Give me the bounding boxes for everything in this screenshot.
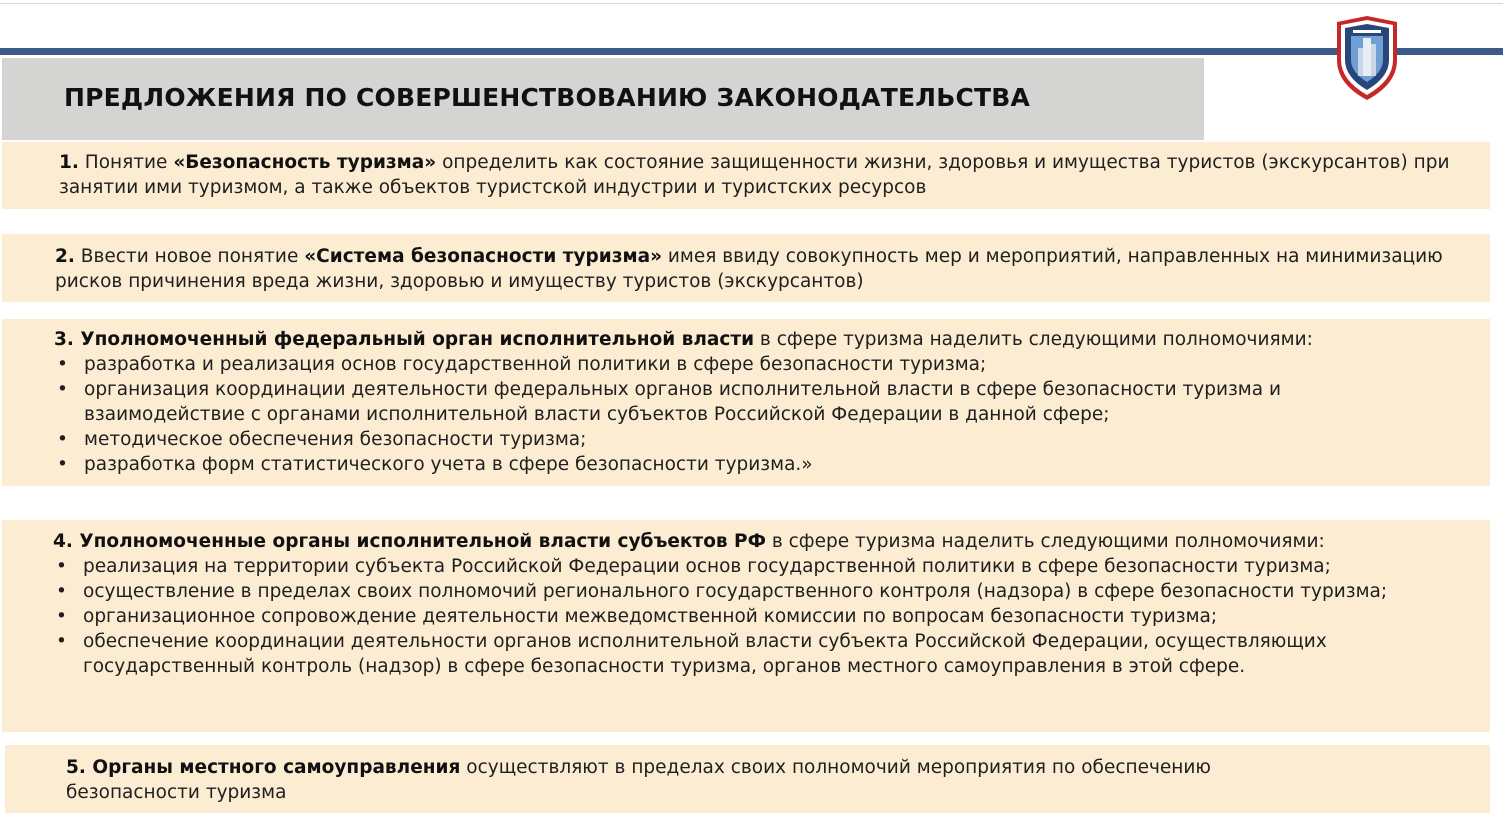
proposal-text-2 [55, 244, 1470, 294]
list-item: • реализация на территории субъекта Российской Федерации основ государственной политики в сфере безопасности туризма; [56, 556, 1331, 577]
list-item: • организационное сопровождение деятельности межведомственной комиссии по вопросам безопасности туризма; [56, 606, 1218, 627]
proposal-lead: Ввести новое понятие [74, 246, 305, 267]
proposal-text-5 [66, 755, 1270, 805]
bullet-icon: • [57, 379, 68, 400]
proposal-body: определить как состояние защищенности жизни, здоровья и имущества туристов (экскурсантов) при занятии ими туризмом, а также объектов туристской индустрии и туристских ресурсов [59, 152, 1450, 198]
page-title: ПРЕДЛОЖЕНИЯ ПО СОВЕРШЕНСТВОВАНИЮ ЗАКОНОДАТЕЛЬСТВА [64, 83, 1031, 112]
proposal-card-4 [2, 520, 1490, 732]
bullet-icon: • [57, 454, 68, 475]
proposal-term: Уполномоченный федеральный орган исполнительной власти [73, 329, 755, 350]
proposal-text-4 [53, 529, 1450, 554]
proposal-text-1 [59, 150, 1470, 200]
bullet-icon: • [57, 429, 68, 450]
list-item: • методическое обеспечения безопасности туризма; [57, 429, 587, 450]
header-blue-bar [0, 48, 1503, 55]
list-item: • обеспечение координации деятельности органов исполнительной власти субъекта Российской Федерации, осуществляющих государственный контроль (надзор) в сфере безопасности туризма, органов местного самоуправления в этой сфере. [56, 631, 1327, 677]
proposal-term: «Безопасность туризма» [173, 152, 437, 173]
proposal-card-3 [2, 319, 1490, 486]
proposal-number: 3. [54, 329, 74, 350]
proposal-number: 4. [53, 531, 73, 552]
proposal-term: Уполномоченные органы исполнительной власти субъектов РФ [72, 531, 766, 552]
list-item: • разработка форм статистического учета в сфере безопасности туризма.» [57, 454, 813, 475]
proposal-card-5 [5, 745, 1490, 813]
proposal-body: имея ввиду совокупность мер и мероприятий, направленных на минимизацию рисков причинения вреда жизни, здоровью и имуществу туристов (экскурсантов) [55, 246, 1443, 292]
proposal-number: 2. [55, 246, 75, 267]
powers-list-federal [54, 352, 1390, 477]
proposal-body: в сфере туризма наделить следующими полномочиями: [754, 329, 1313, 350]
bullet-icon: • [56, 606, 67, 627]
proposal-term: «Система безопасности туризма» [304, 246, 663, 267]
proposal-card-2 [2, 234, 1490, 302]
list-item: • организация координации деятельности федеральных органов исполнительной власти в сфере безопасности туризма и взаимодействие с органами исполнительной власти субъектов Российской Федерации в данной сфере; [57, 379, 1282, 425]
bullet-icon: • [57, 354, 68, 375]
proposal-card-1 [2, 142, 1490, 209]
proposal-body: в сфере туризма наделить следующими полномочиями: [765, 531, 1325, 552]
proposal-text-3 [54, 327, 1390, 352]
proposal-term: Органы местного самоуправления [85, 757, 461, 778]
proposal-number: 1. [59, 152, 79, 173]
shield-emblem-icon [1331, 14, 1403, 102]
proposal-body: осуществляют в пределах своих полномочий мероприятия по обеспечению безопасности туризма [66, 757, 1211, 803]
list-item: • разработка и реализация основ государственной политики в сфере безопасности туризма; [57, 354, 987, 375]
proposal-lead: Понятие [78, 152, 174, 173]
proposal-number: 5. [66, 757, 86, 778]
bullet-icon: • [56, 631, 67, 652]
bullet-icon: • [56, 581, 67, 602]
list-item: • осуществление в пределах своих полномочий регионального государственного контроля (надзора) в сфере безопасности туризма; [56, 581, 1388, 602]
top-divider [0, 3, 1503, 4]
bullet-icon: • [56, 556, 67, 577]
powers-list-regional [53, 554, 1450, 679]
